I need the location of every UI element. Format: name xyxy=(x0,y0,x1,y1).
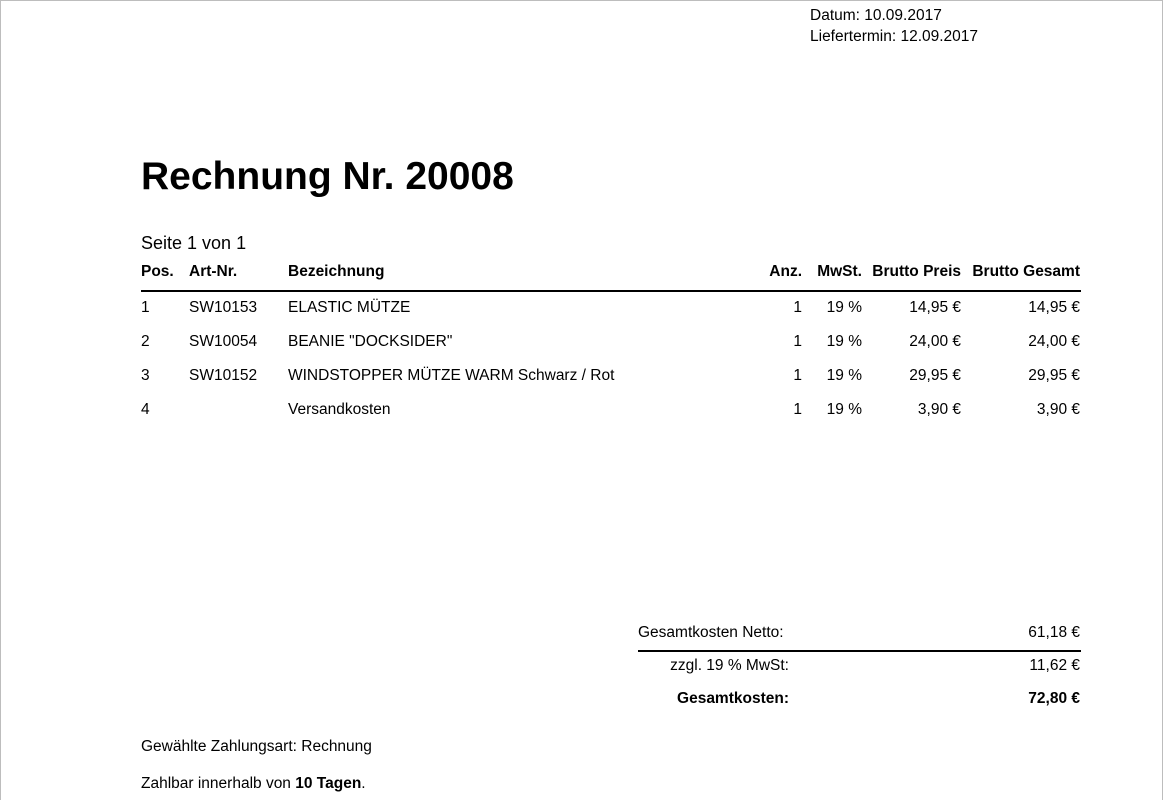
header-brutto-gesamt: Brutto Gesamt xyxy=(972,263,1080,280)
cell-brutto-gesamt: 14,95 € xyxy=(1028,299,1080,316)
invoice-title: Rechnung Nr. 20008 xyxy=(141,155,514,198)
header-brutto-preis: Brutto Preis xyxy=(872,263,961,280)
cell-art-nr: SW10054 xyxy=(189,333,258,350)
totals-netto-label: Gesamtkosten Netto: xyxy=(638,624,784,641)
cell-pos: 1 xyxy=(141,299,150,316)
table-row xyxy=(141,360,1081,394)
totals-gesamt-row xyxy=(638,685,1081,718)
header-art-nr: Art-Nr. xyxy=(189,263,238,280)
cell-brutto-gesamt: 3,90 € xyxy=(1036,401,1080,418)
cell-bezeichnung: WINDSTOPPER MÜTZE WARM Schwarz / Rot xyxy=(288,367,615,384)
cell-brutto-preis: 24,00 € xyxy=(909,333,961,350)
cell-bezeichnung: ELASTIC MÜTZE xyxy=(288,299,411,316)
totals-mwst-value: 11,62 € xyxy=(1029,657,1080,674)
cell-pos: 4 xyxy=(141,401,150,418)
items-table xyxy=(141,259,1081,428)
cell-brutto-gesamt: 29,95 € xyxy=(1028,367,1080,384)
totals-mwst-row xyxy=(638,652,1081,685)
totals-block xyxy=(638,619,1081,718)
items-table-header xyxy=(141,259,1081,292)
payment-method: Gewählte Zahlungsart: Rechnung xyxy=(141,738,372,755)
payment-terms xyxy=(141,774,366,794)
invoice-meta xyxy=(810,5,978,47)
header-mwst: MwSt. xyxy=(817,263,862,280)
table-row xyxy=(141,292,1081,326)
cell-mwst: 19 % xyxy=(826,401,862,418)
cell-art-nr: SW10152 xyxy=(189,367,258,384)
cell-brutto-preis: 29,95 € xyxy=(909,367,961,384)
totals-mwst-label: zzgl. 19 % MwSt: xyxy=(670,657,789,674)
cell-anzahl: 1 xyxy=(793,299,802,316)
header-pos: Pos. xyxy=(141,263,174,280)
header-bezeichnung: Bezeichnung xyxy=(288,263,385,280)
cell-pos: 3 xyxy=(141,367,150,384)
totals-gesamt-label: Gesamtkosten: xyxy=(677,690,789,707)
table-row xyxy=(141,394,1081,428)
cell-art-nr: SW10153 xyxy=(189,299,258,316)
header-anzahl: Anz. xyxy=(769,263,802,280)
payment-terms-suffix: . xyxy=(361,775,366,792)
cell-mwst: 19 % xyxy=(826,333,862,350)
payment-terms-days: 10 Tagen xyxy=(295,775,362,792)
table-row xyxy=(141,326,1081,360)
cell-anzahl: 1 xyxy=(793,333,802,350)
cell-brutto-gesamt: 24,00 € xyxy=(1028,333,1080,350)
cell-anzahl: 1 xyxy=(793,401,802,418)
cell-bezeichnung: BEANIE "DOCKSIDER" xyxy=(288,333,453,350)
cell-mwst: 19 % xyxy=(826,367,862,384)
cell-brutto-preis: 3,90 € xyxy=(917,401,961,418)
totals-netto-value: 61,18 € xyxy=(1028,624,1080,641)
cell-pos: 2 xyxy=(141,333,150,350)
cell-anzahl: 1 xyxy=(793,367,802,384)
payment-terms-prefix: Zahlbar innerhalb von xyxy=(141,775,296,792)
totals-gesamt-value: 72,80 € xyxy=(1028,690,1080,707)
cell-mwst: 19 % xyxy=(826,299,862,316)
cell-brutto-preis: 14,95 € xyxy=(909,299,961,316)
invoice-date: Datum: 10.09.2017 xyxy=(810,7,942,24)
cell-bezeichnung: Versandkosten xyxy=(288,401,391,418)
delivery-date: Liefertermin: 12.09.2017 xyxy=(810,28,979,45)
page-info: Seite 1 von 1 xyxy=(141,233,247,253)
totals-netto-row xyxy=(638,619,1081,652)
